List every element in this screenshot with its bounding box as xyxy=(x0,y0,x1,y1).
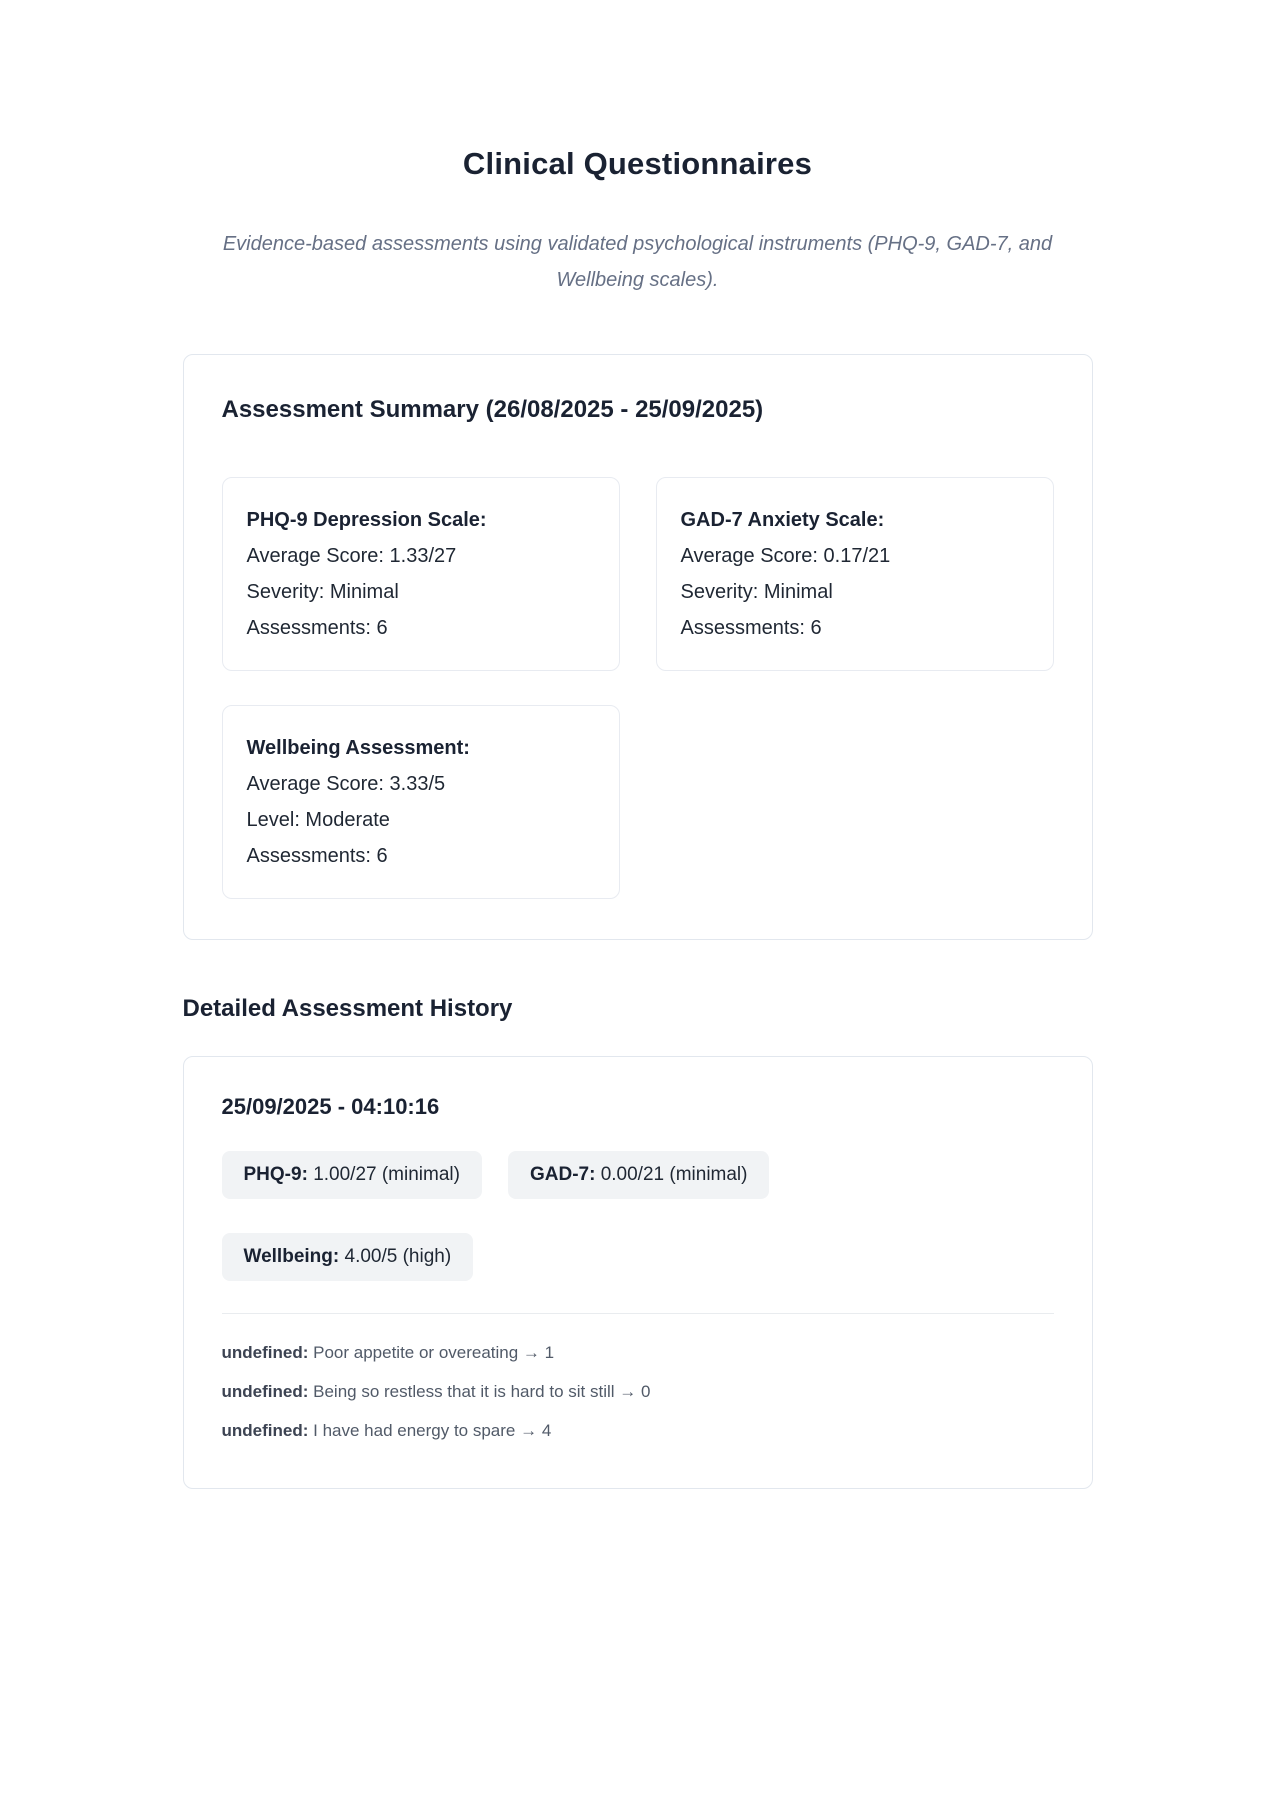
phq9-severity: Severity: Minimal xyxy=(246,581,399,603)
gad7-average-score: Average Score: 0.17/21 xyxy=(680,545,891,567)
entry-badge-row-1 xyxy=(222,1151,1054,1199)
wellbeing-score-badge xyxy=(222,1233,474,1281)
wellbeing-average-score: Average Score: 3.33/5 xyxy=(246,773,446,795)
wellbeing-badge-label: Wellbeing: xyxy=(243,1246,340,1267)
gad7-score-badge xyxy=(508,1151,770,1199)
scale-summary-grid xyxy=(222,477,1054,899)
entry-badge-row-2 xyxy=(222,1233,1054,1281)
note-label: undefined: xyxy=(221,1421,309,1440)
gad7-card-title: GAD-7 Anxiety Scale: xyxy=(680,509,885,531)
gad7-badge-value: 0.00/21 (minimal) xyxy=(600,1164,748,1185)
wellbeing-level: Level: Moderate xyxy=(246,809,390,831)
assessment-summary-heading: Assessment Summary (26/08/2025 - 25/09/2025) xyxy=(221,396,764,423)
phq9-average-score: Average Score: 1.33/27 xyxy=(246,545,457,567)
gad7-severity: Severity: Minimal xyxy=(680,581,833,603)
entry-divider xyxy=(222,1313,1054,1314)
entry-timestamp: 25/09/2025 - 04:10:16 xyxy=(221,1094,440,1119)
phq9-assessments-count: Assessments: 6 xyxy=(246,617,388,639)
detailed-history-heading: Detailed Assessment History xyxy=(182,995,513,1022)
wellbeing-summary-card xyxy=(222,705,620,899)
note-text: Being so restless that it is hard to sit still → 0 xyxy=(313,1382,651,1401)
phq9-score-badge xyxy=(222,1151,482,1199)
wellbeing-card-title: Wellbeing Assessment: xyxy=(246,737,470,759)
note-text: Poor appetite or overeating → 1 xyxy=(313,1343,555,1362)
clinical-questionnaires-page xyxy=(0,146,1275,1796)
phq9-summary-card xyxy=(222,477,620,671)
entry-notes xyxy=(222,1342,1054,1442)
phq9-badge-label: PHQ-9: xyxy=(243,1164,308,1185)
phq9-card-title: PHQ-9 Depression Scale: xyxy=(246,509,487,531)
wellbeing-badge-value: 4.00/5 (high) xyxy=(344,1246,452,1267)
note-label: undefined: xyxy=(221,1382,309,1401)
page-subtitle: Evidence-based assessments using validated psychological instruments (PHQ-9, GAD-7, and Wellbeing scales). xyxy=(222,233,1053,291)
assessment-summary-card xyxy=(183,354,1093,940)
note-line xyxy=(222,1342,1054,1364)
page-title: Clinical Questionnaires xyxy=(462,146,813,181)
note-line xyxy=(222,1420,1054,1442)
note-label: undefined: xyxy=(221,1343,309,1362)
phq9-badge-value: 1.00/27 (minimal) xyxy=(313,1164,460,1185)
note-line xyxy=(222,1381,1054,1403)
wellbeing-assessments-count: Assessments: 6 xyxy=(246,845,388,867)
history-entry-card xyxy=(183,1056,1093,1489)
gad7-assessments-count: Assessments: 6 xyxy=(680,617,822,639)
gad7-summary-card xyxy=(656,477,1054,671)
gad7-badge-label: GAD-7: xyxy=(529,1164,596,1185)
content-column xyxy=(183,146,1093,1489)
note-text: I have had energy to spare → 4 xyxy=(313,1421,552,1440)
